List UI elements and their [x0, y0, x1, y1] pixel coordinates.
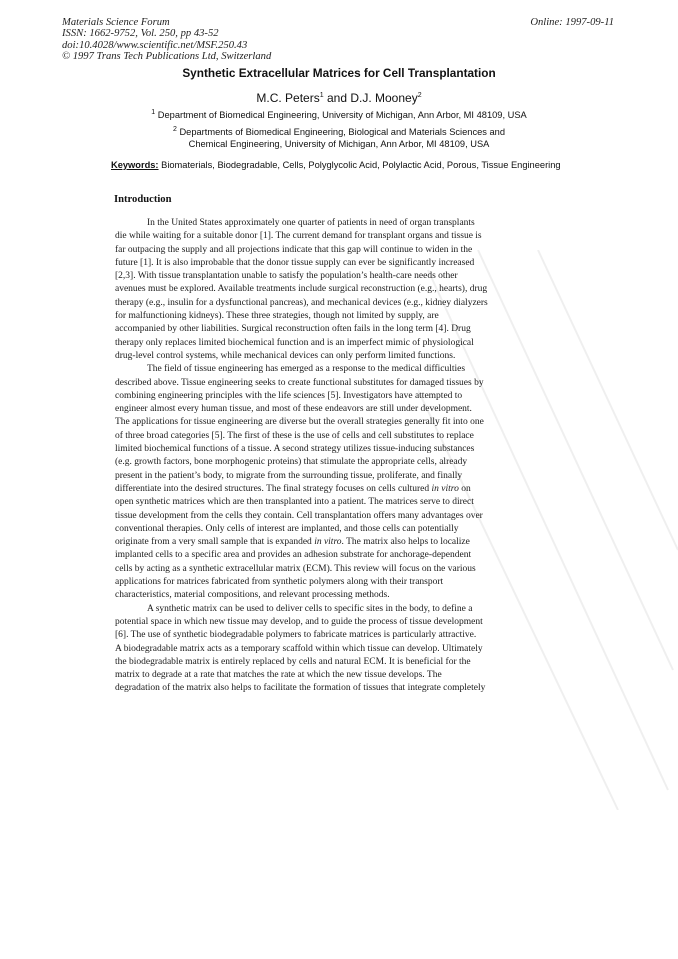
body-line: engineer almost every human tissue, and most of these endeavors are still under development. — [115, 404, 472, 415]
affiliation-2-line-2: Chemical Engineering, University of Michigan, Ann Arbor, MI 48109, USA — [188, 138, 490, 149]
keywords-label: Keywords: — [111, 160, 159, 170]
body-line: differentiate into the desired structures. The final strategy focuses on cells cultured in vitro on — [115, 483, 471, 494]
body-line: combining engineering principles with the life sciences [5]. Investigators have attempted to — [115, 390, 463, 401]
section-heading-introduction: Introduction — [114, 194, 172, 205]
body-line: open synthetic matrices which are then transplanted into a patient. The matrices serve to direct — [115, 497, 474, 508]
body-line: The applications for tissue engineering are diverse but the overall strategies generally fit into one — [115, 417, 484, 428]
body-line: A synthetic matrix can be used to deliver cells to specific sites in the body, to define a — [147, 603, 473, 614]
affiliation-2-line-1: Departments of Biomedical Engineering, Biological and Materials Sciences and — [179, 127, 506, 137]
body-line: die while waiting for a suitable donor [1]. The current demand for transplant organs and tissue is — [115, 231, 482, 242]
body-line: far outpacing the supply and all projections indicate that this gap will continue to widen in the — [115, 244, 473, 255]
keywords — [111, 160, 581, 172]
keywords-text: Biomaterials, Biodegradable, Cells, Polyglycolic Acid, Polylactic Acid, Porous, Tissue Engineering — [161, 160, 561, 170]
body-line: applications for matrices fabricated from synthetic polymers along with their transport — [115, 577, 444, 588]
body-line: matrix to degrade at a rate that matches the rate at which the new tissue develops. The — [115, 670, 442, 681]
affiliation-1 — [0, 110, 678, 122]
body-line: [6]. The use of synthetic biodegradable polymers to fabricate matrices is particularly attractive. — [115, 630, 477, 641]
body-line: therapy only replaces limited biochemical function and is an imperfect mimic of physiological — [115, 337, 474, 348]
body-line: [2,3]. With tissue transplantation unable to satisfy the population’s health-care needs other — [115, 271, 458, 282]
journal-name: Materials Science Forum — [62, 17, 170, 28]
affiliation-1-text: Department of Biomedical Engineering, University of Michigan, Ann Arbor, MI 48109, USA — [157, 110, 527, 120]
author-2: D.J. Mooney — [350, 91, 418, 105]
copyright-line: © 1997 Trans Tech Publications Ltd, Switzerland — [62, 51, 272, 63]
body-line: drug-level control systems, while mechanical devices can only perform limited functions. — [115, 350, 456, 361]
body-line: the biodegradable matrix is entirely replaced by cells and natural ECM. It is beneficial for the — [115, 656, 471, 667]
body-line: present in the patient’s body, to migrate from the surrounding tissue, proliferate, and finally — [115, 470, 463, 481]
author-2-sup: 2 — [417, 92, 422, 99]
body-text — [115, 217, 547, 696]
body-line: In the United States approximately one quarter of patients in need of organ transplants — [147, 218, 475, 228]
author-and: and — [323, 91, 351, 105]
body-line: limited biochemical functions of a tissue. A second strategy utilizes tissue-inducing substances — [115, 444, 475, 455]
body-line: A biodegradable matrix acts as a temporary scaffold within which tissue can develop. Ultimately — [115, 643, 483, 654]
doi-line: doi:10.4028/www.scientific.net/MSF.250.43 — [62, 39, 248, 51]
body-line: for malfunctioning kidneys). These three strategies, though not limited by supply, are — [115, 311, 439, 322]
affiliation-2 — [0, 127, 678, 150]
body-line: The field of tissue engineering has emerged as a response to the medical difficulties — [147, 364, 466, 375]
journal-header — [62, 17, 271, 63]
body-line: avenues must be explored. Available treatments include surgical reconstruction (e.g., hearts), drug — [115, 284, 488, 295]
issn-line: ISSN: 1662-9752, Vol. 250, pp 43-52 — [62, 28, 219, 40]
author-line — [0, 91, 678, 105]
body-line: (e.g. growth factors, bone morphogenic proteins) that stimulate the appropriate cells, already — [115, 457, 468, 468]
body-line: future [1]. It is also improbable that the donor tissue supply can ever be significantly increased — [115, 257, 475, 268]
body-line: cells by acting as a synthetic extracellular matrix (ECM). This review will focus on the various — [115, 563, 476, 574]
paper-title: Synthetic Extracellular Matrices for Cell Transplantation — [182, 66, 496, 80]
body-line: accompanied by other liabilities. Surgical reconstruction often fails in the long term [4]. Drug — [115, 324, 471, 335]
body-line: described above. Tissue engineering seeks to create functional substitutes for damaged tissues by — [115, 377, 484, 388]
body-line: degradation of the matrix also helps to facilitate the formation of tissues that integrate completely — [115, 683, 486, 694]
body-line: tissue development from the cells they contain. Cell transplantation offers many advantages over — [115, 510, 483, 521]
body-line: of three broad categories [5]. The first of these is the use of cells and cell substitutes to replace — [115, 430, 474, 441]
affiliation-1-sup: 1 — [151, 108, 156, 116]
body-line: originate from a very small sample that is expanded in vitro. The matrix also helps to localize — [115, 537, 470, 548]
body-line: therapy (e.g., insulin for a dysfunctional pancreas), and mechanical devices (e.g., kidney dialyzers — [115, 297, 488, 308]
body-line: potential space in which new tissue may develop, and to guide the process of tissue development — [115, 616, 483, 627]
author-1: M.C. Peters — [256, 91, 320, 105]
affiliation-2-sup: 2 — [172, 125, 177, 133]
online-date: Online: 1997-09-11 — [530, 17, 614, 28]
body-line: implanted cells to a specific area and provides an adhesion substrate for anchorage-dependent — [115, 550, 472, 561]
body-line: conventional therapies. Only cells of interest are implanted, and those cells can potentially — [115, 523, 459, 534]
body-line: characteristics, material compositions, and relevant processing methods. — [115, 590, 390, 601]
author-1-sup: 1 — [319, 92, 324, 99]
